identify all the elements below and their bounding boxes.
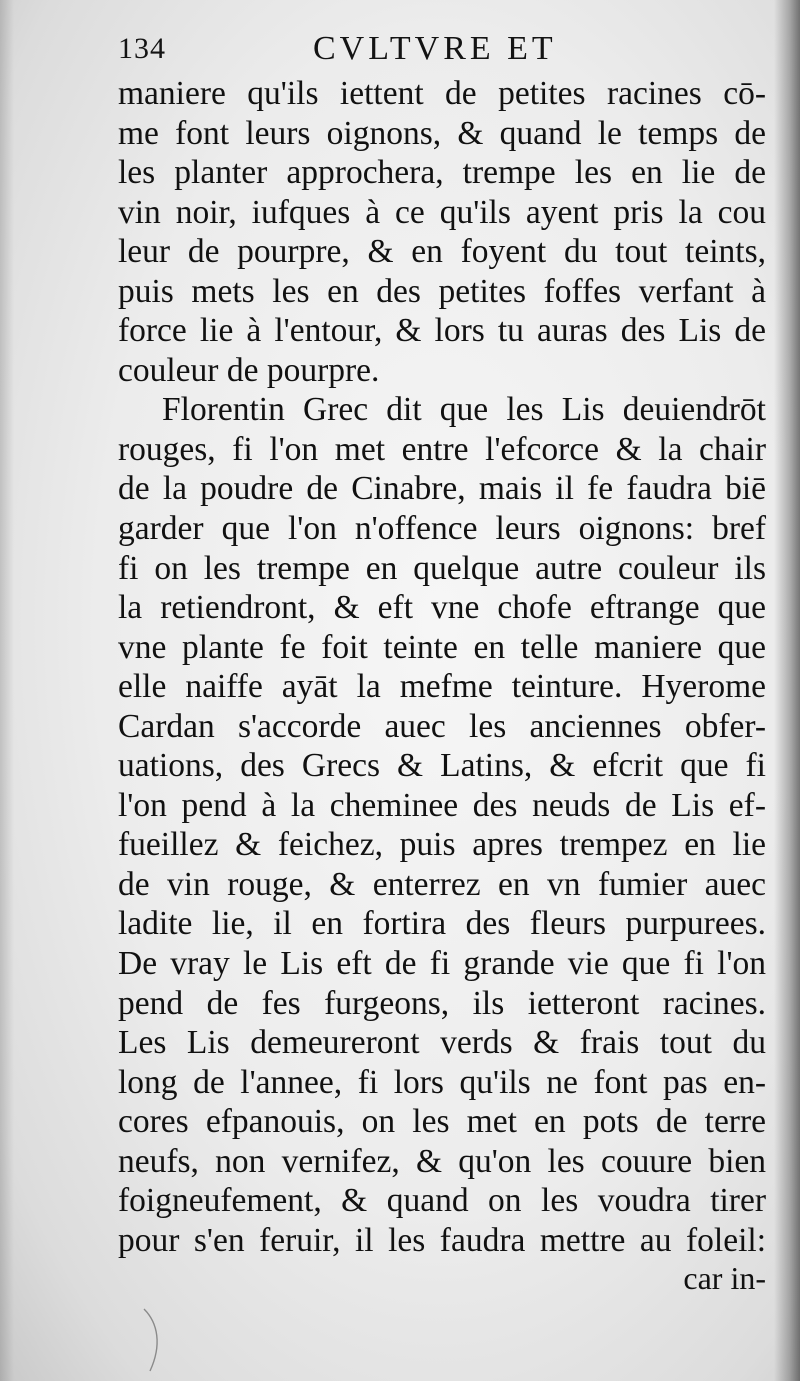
text-line: fueillez & feichez, puis apres trempez en lie: [118, 826, 766, 864]
text-line: vin noir, iufques à ce qu'ils ayent pris la cou: [118, 193, 766, 231]
text-line: la retiendront, & eft vne chofe eftrange que: [118, 589, 766, 627]
text-line: pend de fes furgeons, ils ietteront racines.: [118, 984, 766, 1022]
text-line: neufs, non vernifez, & qu'on les couure bien: [118, 1142, 766, 1180]
paragraph-first-line: Florentin Grec dit que les Lis deuiendrōt: [162, 391, 766, 429]
text-line: Les Lis demeureront verds & frais tout du: [118, 1024, 766, 1062]
text-line: puis mets les en des petites foffes verfant à: [118, 272, 766, 310]
text-line: long de l'annee, fi lors qu'ils ne font pas en-: [118, 1063, 766, 1101]
text-line: De vray le Lis eft de fi grande vie que fi l'on: [118, 945, 766, 983]
text-line: fi on les trempe en quelque autre couleur ils: [118, 549, 766, 587]
text-line: l'on pend à la cheminee des neuds de Lis ef-: [118, 786, 766, 824]
text-line: rouges, fi l'on met entre l'efcorce & la chair: [118, 430, 766, 468]
text-line: ladite lie, il en fortira des fleurs purpurees.: [118, 905, 766, 943]
page-header: [118, 28, 768, 72]
page-left-shadow: [0, 0, 14, 1381]
text-line: leur de pourpre, & en foyent du tout teints,: [118, 233, 766, 271]
text-line: uations, des Grecs & Latins, & efcrit que fi: [118, 747, 766, 785]
page-number: 134: [118, 32, 166, 65]
text-line: couleur de pourpre.: [118, 351, 380, 389]
text-line: maniere qu'ils iettent de petites racines cō-: [118, 75, 766, 112]
text-line: elle naiffe ayāt la mefme teinture. Hyerome: [118, 668, 766, 706]
text-line: les planter approchera, trempe les en lie de: [118, 154, 766, 192]
body-text: [118, 74, 766, 1260]
text-line: de vin rouge, & enterrez en vn fumier auec: [118, 865, 766, 903]
text-line: de la poudre de Cinabre, mais il fe faudra biē: [118, 470, 766, 508]
running-head: CVLTVRE ET: [313, 30, 557, 67]
text-line: vne plante fe foit teinte en telle maniere que: [118, 628, 766, 666]
text-line: force lie à l'entour, & lors tu auras des Lis de: [118, 312, 766, 350]
text-line: cores efpanouis, on les met en pots de terre: [118, 1103, 766, 1141]
paper-crease-mark: [140, 1305, 170, 1375]
text-line: foigneufement, & quand on les voudra tirer: [118, 1182, 766, 1220]
catchword: car in-: [683, 1260, 766, 1296]
text-line: me font leurs oignons, & quand le temps de: [118, 114, 766, 152]
page-right-shadow: [774, 0, 800, 1381]
text-line: garder que l'on n'offence leurs oignons: bref: [118, 510, 766, 548]
text-line: Cardan s'accorde auec les anciennes obfer-: [118, 707, 766, 745]
text-line: pour s'en feruir, il les faudra mettre au foleil:: [118, 1221, 766, 1259]
